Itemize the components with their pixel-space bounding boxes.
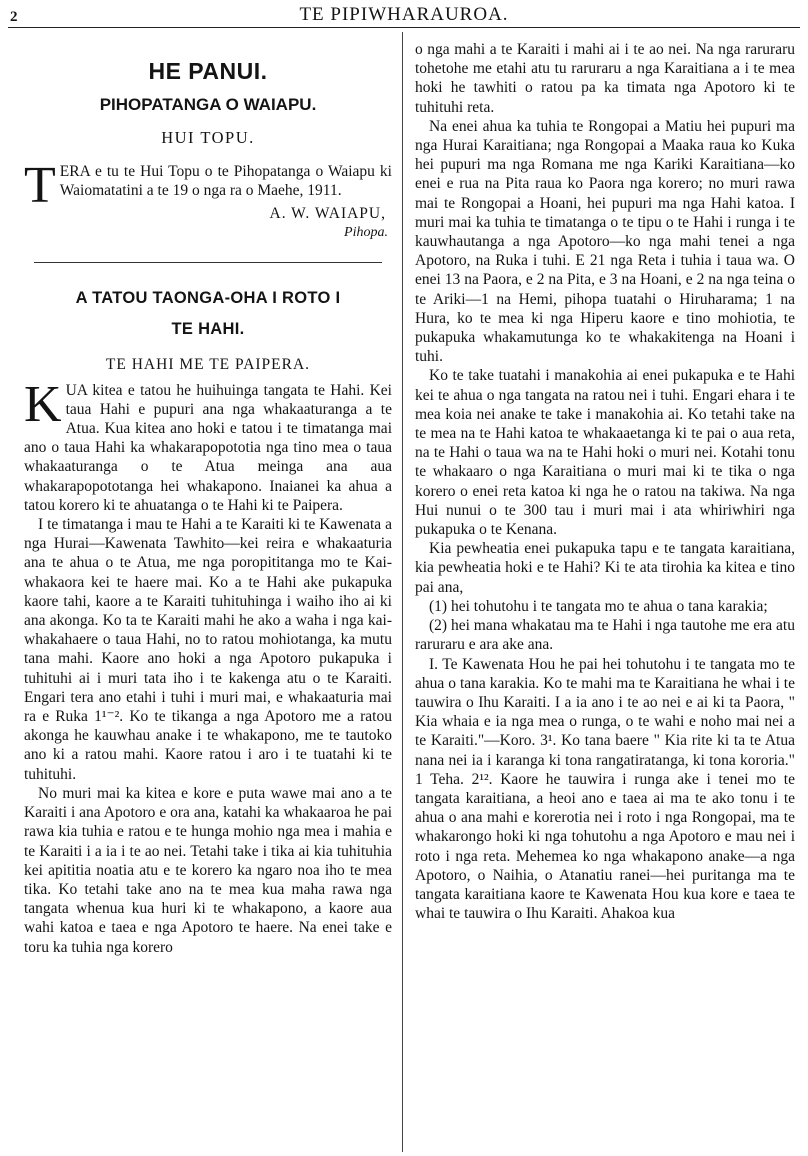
article-dropcap: K: [24, 375, 62, 433]
list-item: (2) hei mana whakatau ma te Hahi i nga tautohe me era atu raruraru e ara ake ana.: [415, 617, 795, 654]
article-paragraph-text: UA kitea e tatou he huihuinga tangata te Hahi. Kei taua Hahi e pupuri ana nga whakaaturanga a te Atua. Kua kitea ano hoki e tatou i te timatanga mai ano o taua Hahi ka whakarapopototia nga tino mea o taua whakaaturanga o te Atua meinga ana aua whakarapopototanga hei whakapono. Inaianei ka ahua a tatou korero ki te ahuatanga o te Hahi ki te Paipera.: [24, 381, 392, 514]
page-header: [0, 0, 808, 34]
article-heading-line2: TE HAHI.: [171, 320, 245, 339]
article-paragraph: o nga mahi a te Karaiti i mahi ai i te ao nei. Na nga raruraru tohetohe me etahi atu tu raruraru a nga Karaitiana a i te mea hoki he tawhiti o ratou pa ka timata nga Apotoro ki te tuhituhi reta.: [415, 41, 795, 116]
notice-signature: A. W. WAIAPU,: [269, 205, 386, 223]
newspaper-title: TE PIPIWHARAUROA.: [299, 4, 509, 25]
right-column: [415, 40, 795, 923]
page-number: 2: [10, 9, 18, 25]
article-heading-line1: A TATOU TAONGA-OHA I ROTO I: [75, 289, 341, 308]
article-paragraph: Na enei ahua ka tuhia te Rongopai a Matiu hei pupuri ma nga Hurai Karaitiana; nga Rongopai a Maaka raua ko Kuka hei pupuri ma nga Romana me nga Kariki Karaitiana—ko enei e rua na Pita raua ko Paora nga korero; no muri rawa mai te Rongopai a Hoani, hei pupuri ma nga Hahi katoa. I muri mai ka tuhia te timatanga o te tipu o te Hahi i runga i te kauwhautanga a nga Apotoro—ko nga mahi tenei a nga Apotoro, na Ruka i tuhi. E 21 nga Reta i tuhia i taua wa. O enei 13 na Paora, e 2 na Pita, e 3 na Hoani, e 2 na nga teina o te Ariki—1 na Hemi, pihopa tuatahi o Hiruharama; 1 na Hura, ko te mea ki nga Hiperu kaore e tino mohiotia, te pukapuka whakamutunga ko te whakakitenga na Hoani i tuhi.: [415, 117, 795, 366]
article-paragraph: No muri mai ka kitea e kore e puta wawe mai ano a te Karaiti i ana Apotoro e ora ana, katahi ka whakaaroa he pai rawa kia tuhia e ratou e te hunga mohio nga mea i mahia e te Karaiti i a ia i te ao nei. Tetahi take i tika ai kia tuhituhia kei apititia noatia atu e te korero ka ngaro noa iho te mea tika. Ko tetahi take ano na te mea kua maha rawa nga tangata whenua kua huri ki te whakapono, a kaore aua wahi katoa e taea e nga Apotoro te haere. Na enei take e toru ka tuhia nga korero: [24, 784, 392, 956]
article-heading: [24, 283, 392, 345]
list-item: (1) hei tohutohu i te tangata mo te ahua o tana karakia;: [429, 597, 768, 615]
left-column: [24, 56, 392, 957]
article-paragraph: I. Te Kawenata Hou he pai hei tohutohu i te tangata mo te ahua o tana karakia. Ko te mahi ma te Karaitiana he whai i te tauwira o Ihu Karaiti. I a ia ano i te ao nei e ai ki ta Paora, " Kia whaia e ia nga mea o runga, o te wahi e noho mai nei a te Karaiti."—Koro. 3¹. Ko tana baere " Kia rite ki ta te Atua nana nei ia i karanga ki tona rangatiratanga, ki tona kororia." 1 Teha. 2¹². Kaore he tauwira i runga ake i tenei mo te tangata karaitiana, a heoi ano e taea ai ma te ako tonu i te ahua o ana mahi e korerotia nei i roto i nga Rongopai, ma te whakarongo hoki ki nga tohutohu a nga Apotoro e mau nei i roto i nga reta. Mehemea ko nga whakapono anake—a nga Apotoro, o Naihia, o Atanatiu ranei—hei puritanga ma te tangata karaitiana kaore te Kawenata Hou kua kore e taea te whai te tauwira o Ihu Karaiti. Ahakoa kua: [415, 655, 795, 923]
article-paragraph: I te timatanga i mau te Hahi a te Karaiti ki te Kawenata a nga Hurai—Kawenata Tawhito—kei reira e whakaaturia ana te ahua o te Atua, me nga poropititanga mo te Kai-whakaora kei te haere mai. Ko a te Hahi ake pukapuka kaore tahi, kaore a te Karaiti tuhituhinga i waiho iho ai ki ana akonga. Ko ta te Karaiti mahi he ako a waha i nga kai-whakahaere o taua Hahi, no to ratou mohiotanga, ka mutu tana mahi. Kaore ano hoki a nga Apotoro pukapuka i tuhituhi ai i muri tata iho i te kakenga atu o te Karaiti. Engari tera ano etahi i tuhi i muri mai, e whakaaturia mai ra e Ruka 1¹⁻². Ko te tikanga a nga Apotoro me a ratou akonga he kauwhau anake i te whakapono, me te tautoko ano ki a ratou mahi. Kaore ratou i aro i te tuatahi ki te tuhituhi.: [24, 516, 392, 783]
section-divider: [34, 262, 382, 263]
article-paragraph: Kia pewheatia enei pukapuka tapu e te tangata karaitiana, kia pewheatia hoki e te Hahi? Ki te ata tirohia ka kitea e tino pai ana,: [415, 540, 795, 596]
article-paragraph: [24, 375, 392, 515]
notice-subheading: PIHOPATANGA O WAIAPU.: [99, 95, 317, 115]
notice-heading: HE PANUI.: [148, 58, 268, 84]
notice-text: ERA e tu te Hui Topu o te Pihopatanga o Waiapu ki Waiomatatini a te 19 o nga ra o Maehe, 1911.: [59, 162, 392, 199]
notice-dropcap: T: [24, 156, 56, 214]
header-rule: [8, 27, 800, 28]
notice-signature-title: Pihopa.: [344, 225, 388, 241]
notice-sub2: HUI TOPU.: [161, 128, 255, 148]
column-divider: [402, 32, 403, 1152]
article-paragraph: Ko te take tuatahi i manakohia ai enei pukapuka e te Hahi kei te ahua o nga tangata na ratou nei i tuhi. Engari ehara i te mea koia nei anake te take i manakohia ai. Ko tetahi take na te mea na te Hahi katoa te whakaaetanga ki te pai o aua reta, na te Hahi o taua wa na te Hahi hoki o muri nei. Kotahi tonu te whakaaro o nga Karaitiana o muri mai ki te tika o nga korero o enei reta katoa ki nga he o ratou na takiwa. Na nga Hui nunui o te 300 tau i muri mai i ata whiriwhiri nga pukapuka o te Kenana.: [415, 367, 795, 539]
article-subheading: TE HAHI ME TE PAIPERA.: [105, 356, 311, 374]
